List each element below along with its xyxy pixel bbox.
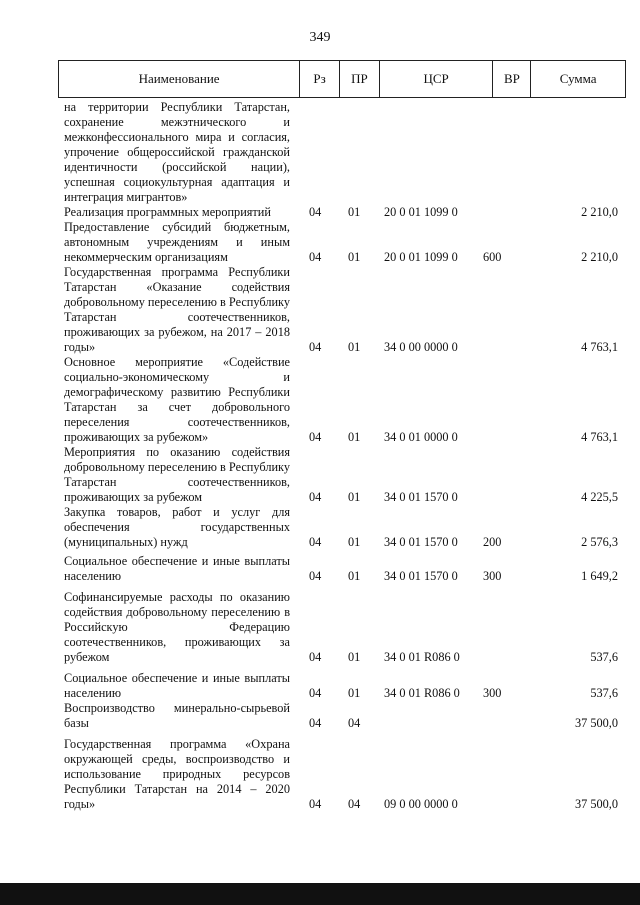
row-name: на территории Республики Татарстан, сохранение межэтнического и межконфессионального мира и согласия, упрочение общероссийской гражданской идентичности (российской нации), успешная социокультурная адаптация и интеграция мигрантов» [64, 100, 290, 204]
row-pr: 01 [348, 250, 361, 264]
row-sum: 2 576,3 [581, 535, 618, 549]
row-csr: 34 0 00 0000 0 [384, 340, 458, 354]
row-rz: 04 [309, 535, 322, 549]
row-rz: 04 [309, 650, 322, 664]
row-name: Основное мероприятие «Содействие социально-экономическому и демографическому развитию Республики Татарстан за счет добровольного переселения соотечественников, проживающих за рубежом» [64, 355, 290, 444]
table-row [0, 701, 640, 731]
row-pr: 01 [348, 430, 361, 444]
row-pr: 01 [348, 650, 361, 664]
row-rz: 04 [309, 797, 322, 811]
header-name: Наименование [59, 61, 300, 97]
row-csr: 09 0 00 0000 0 [384, 797, 458, 811]
header-vr: ВР [493, 61, 531, 97]
row-rz: 04 [309, 490, 322, 504]
row-vr: 600 [483, 250, 502, 264]
row-csr: 34 0 01 R086 0 [384, 650, 460, 664]
row-name: Реализация программных мероприятий [64, 205, 271, 219]
row-name: Софинансируемые расходы по оказанию содействия добровольному переселению в Российскую Федерацию соотечественников, проживающих за рубежом [64, 590, 290, 664]
table-row [0, 205, 640, 220]
page-number: 349 [309, 30, 331, 45]
row-pr: 01 [348, 340, 361, 354]
row-sum: 4 763,1 [581, 340, 618, 354]
row-csr: 34 0 01 R086 0 [384, 686, 460, 700]
row-pr: 01 [348, 686, 361, 700]
row-pr: 04 [348, 716, 361, 730]
row-pr: 01 [348, 490, 361, 504]
row-name: Государственная программа «Охрана окружающей среды, воспроизводство и использование природных ресурсов Республики Татарстан на 2014 – 2020 годы» [64, 737, 290, 811]
row-csr: 34 0 01 1570 0 [384, 535, 458, 549]
row-rz: 04 [309, 430, 322, 444]
row-rz: 04 [309, 569, 322, 583]
row-name: Воспроизводство минерально-сырьевой базы [64, 701, 290, 730]
row-csr: 34 0 01 1570 0 [384, 569, 458, 583]
row-rz: 04 [309, 250, 322, 264]
table-body [0, 100, 640, 812]
table-row [0, 220, 640, 265]
row-rz: 04 [309, 340, 322, 354]
row-name: Государственная программа Республики Татарстан «Оказание содействия добровольному переселению в Республику Татарстан соотечественников, проживающих за рубежом, на 2017 – 2018 годы» [64, 265, 290, 354]
row-csr: 20 0 01 1099 0 [384, 250, 458, 264]
header-sum: Сумма [559, 71, 597, 86]
row-vr: 300 [483, 686, 502, 700]
row-rz: 04 [309, 686, 322, 700]
row-name: Социальное обеспечение и иные выплаты населению [64, 671, 290, 700]
row-sum: 1 649,2 [581, 569, 618, 583]
table-row [0, 590, 640, 665]
row-sum: 2 210,0 [581, 205, 618, 219]
row-sum: 4 225,5 [581, 490, 618, 504]
row-csr: 20 0 01 1099 0 [384, 205, 458, 219]
row-csr: 34 0 01 0000 0 [384, 430, 458, 444]
table-row [0, 100, 640, 205]
row-name: Социальное обеспечение и иные выплаты населению [64, 554, 290, 583]
row-rz: 04 [309, 716, 322, 730]
row-pr: 01 [348, 205, 361, 219]
table-row [0, 671, 640, 701]
row-pr: 01 [348, 569, 361, 583]
row-sum: 537,6 [590, 686, 618, 700]
header-csr: ЦСР [380, 61, 494, 97]
row-name: Закупка товаров, работ и услуг для обеспечения государственных (муниципальных) нужд [64, 505, 290, 549]
row-vr: 300 [483, 569, 502, 583]
table-row [0, 737, 640, 812]
row-sum: 2 210,0 [581, 250, 618, 264]
table-row [0, 554, 640, 584]
row-pr: 01 [348, 535, 361, 549]
row-vr: 200 [483, 535, 502, 549]
scan-edge-bar [0, 883, 640, 905]
row-name: Предоставление субсидий бюджетным, автономным учреждениям и иным некоммерческим организациям [64, 220, 290, 264]
table-row [0, 355, 640, 445]
row-pr: 04 [348, 797, 361, 811]
row-name: Мероприятия по оказанию содействия добровольному переселению в Республику Татарстан соотечественников, проживающих за рубежом [64, 445, 290, 504]
header-pr: ПР [340, 61, 380, 97]
table-header [58, 60, 626, 98]
row-sum: 37 500,0 [574, 716, 618, 730]
row-rz: 04 [309, 205, 322, 219]
row-csr: 34 0 01 1570 0 [384, 490, 458, 504]
table-row [0, 505, 640, 550]
row-sum: 4 763,1 [581, 430, 618, 444]
header-rz: Рз [300, 61, 340, 97]
table-row [0, 265, 640, 355]
table-row [0, 445, 640, 505]
row-sum: 537,6 [590, 650, 618, 664]
row-sum: 37 500,0 [574, 797, 618, 811]
